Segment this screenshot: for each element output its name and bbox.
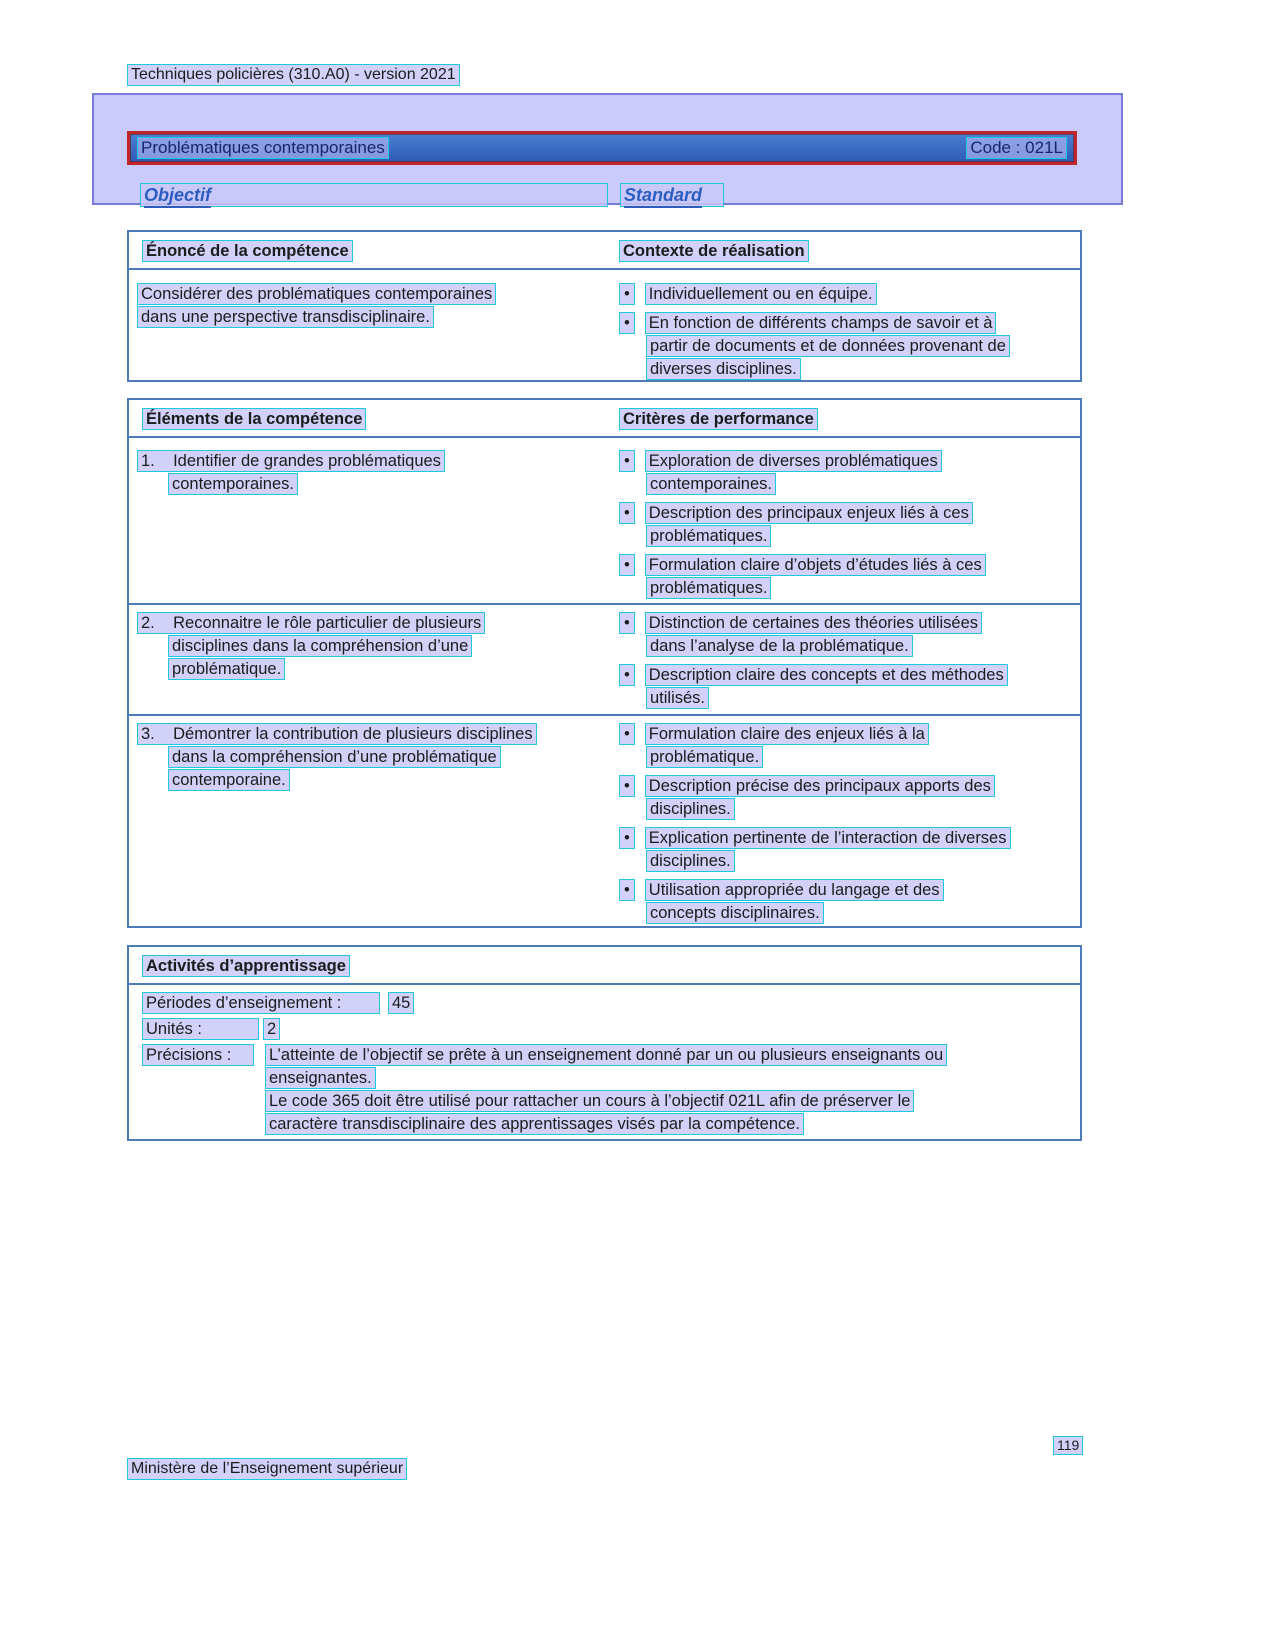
bullet-icon: • bbox=[619, 612, 635, 634]
standard-label: Standard bbox=[624, 185, 702, 208]
bullet-line: En fonction de différents champs de savoir et à bbox=[645, 312, 997, 334]
bullet-line: Individuellement ou en équipe. bbox=[645, 283, 877, 305]
element-cell bbox=[129, 723, 610, 928]
bullet-line: Explication pertinente de l’interaction de diverses bbox=[645, 827, 1011, 849]
doc-header bbox=[127, 64, 460, 86]
element-line: dans la compréhension d’une problématique bbox=[168, 746, 501, 768]
bullet-icon: • bbox=[619, 827, 635, 849]
bullet-line: disciplines. bbox=[646, 850, 735, 872]
bullet-line: diverses disciplines. bbox=[646, 358, 801, 380]
criteria-cell bbox=[610, 612, 1080, 716]
activites-table-header-row bbox=[129, 947, 1080, 985]
bullet-line: Description des principaux enjeux liés à ces bbox=[645, 502, 973, 524]
bullet-line: problématiques. bbox=[646, 525, 771, 547]
unites-value: 2 bbox=[263, 1018, 280, 1040]
header-criteres-label: Critères de performance bbox=[619, 408, 818, 430]
elements-table bbox=[127, 398, 1082, 928]
bullet-line: utilisés. bbox=[646, 687, 709, 709]
objectif-heading bbox=[140, 183, 608, 207]
unites-label: Unités : bbox=[142, 1018, 259, 1040]
element-line: disciplines dans la compréhension d’une bbox=[168, 635, 472, 657]
precisions-text-cell bbox=[265, 1044, 1080, 1136]
bullet-line: problématiques. bbox=[646, 577, 771, 599]
competency-code: Code : 021L bbox=[966, 137, 1067, 159]
header-contexte-label: Contexte de réalisation bbox=[619, 240, 809, 262]
bullet-line: Exploration de diverses problématiques bbox=[645, 450, 942, 472]
context-bullet-item bbox=[619, 312, 1080, 381]
unites-row bbox=[142, 1018, 1080, 1044]
context-cell bbox=[610, 283, 1080, 382]
criteria-bullet-item bbox=[619, 775, 1080, 821]
precisions-line: caractère transdisciplinaire des apprentissages visés par la compétence. bbox=[265, 1113, 804, 1135]
activites-header-label: Activités d’apprentissage bbox=[142, 955, 350, 977]
doc-footer-text: Ministère de l’Enseignement supérieur bbox=[127, 1458, 407, 1480]
header-cell-criteres bbox=[610, 408, 1080, 430]
criteria-bullet-item bbox=[619, 879, 1080, 925]
periodes-row bbox=[142, 992, 1080, 1018]
element-line: problématique. bbox=[168, 658, 285, 680]
objectif-label: Objectif bbox=[144, 185, 211, 208]
header-cell-contexte bbox=[610, 240, 1080, 262]
criteria-bullet-item bbox=[619, 827, 1080, 873]
criteria-bullet-item bbox=[619, 502, 1080, 548]
standard-heading bbox=[620, 183, 724, 207]
criteria-bullet-item bbox=[619, 450, 1080, 496]
enonce-table-body bbox=[129, 270, 1080, 382]
element-line: 1. Identifier de grandes problématiques bbox=[137, 450, 445, 472]
criteria-cell bbox=[610, 450, 1080, 606]
enonce-table-header-row bbox=[129, 232, 1080, 270]
precisions-line: enseignantes. bbox=[265, 1067, 376, 1089]
criteria-bullet-item bbox=[619, 612, 1080, 658]
element-line: contemporaine. bbox=[168, 769, 290, 791]
elements-table-row bbox=[129, 438, 1080, 605]
bullet-line: Formulation claire des enjeux liés à la bbox=[645, 723, 929, 745]
bullet-icon: • bbox=[619, 775, 635, 797]
statement-line: dans une perspective transdisciplinaire. bbox=[137, 306, 434, 328]
statement-cell bbox=[129, 283, 610, 382]
bullet-line: Description précise des principaux apports des bbox=[645, 775, 995, 797]
competency-title: Problématiques contemporaines bbox=[137, 137, 389, 159]
bullet-icon: • bbox=[619, 723, 635, 745]
bullet-icon: • bbox=[619, 879, 635, 901]
header-cell-enonce bbox=[129, 240, 610, 262]
precisions-label: Précisions : bbox=[142, 1044, 254, 1066]
criteria-bullet-item bbox=[619, 664, 1080, 710]
bullet-icon: • bbox=[619, 450, 635, 472]
precisions-line: Le code 365 doit être utilisé pour rattacher un cours à l’objectif 021L afin de préserver le bbox=[265, 1090, 914, 1112]
bullet-line: contemporaines. bbox=[646, 473, 776, 495]
activites-table-body bbox=[129, 985, 1080, 1136]
header-elements-label: Éléments de la compétence bbox=[142, 408, 366, 430]
precisions-row bbox=[142, 1044, 1080, 1136]
elements-table-row bbox=[129, 716, 1080, 928]
element-cell bbox=[129, 450, 610, 606]
element-cell bbox=[129, 612, 610, 716]
header-cell-elements bbox=[129, 408, 610, 430]
bullet-icon: • bbox=[619, 554, 635, 576]
element-line: contemporaines. bbox=[168, 473, 298, 495]
periodes-value: 45 bbox=[388, 992, 414, 1014]
page-number: 119 bbox=[1053, 1436, 1083, 1455]
statement-line: Considérer des problématiques contemporaines bbox=[137, 283, 496, 305]
elements-table-row bbox=[129, 605, 1080, 716]
periodes-label: Périodes d’enseignement : bbox=[142, 992, 380, 1014]
bullet-icon: • bbox=[619, 312, 635, 334]
enonce-table bbox=[127, 230, 1082, 382]
element-line: 2. Reconnaitre le rôle particulier de plusieurs bbox=[137, 612, 485, 634]
bullet-icon: • bbox=[619, 664, 635, 686]
bullet-line: Distinction de certaines des théories utilisées bbox=[645, 612, 982, 634]
bullet-line: partir de documents et de données provenant de bbox=[646, 335, 1010, 357]
elements-table-header-row bbox=[129, 400, 1080, 438]
bullet-line: concepts disciplinaires. bbox=[646, 902, 824, 924]
precisions-label-cell bbox=[142, 1044, 265, 1136]
context-bullet-item bbox=[619, 283, 1080, 306]
header-enonce-label: Énoncé de la compétence bbox=[142, 240, 353, 262]
doc-header-text: Techniques policières (310.A0) - version 2021 bbox=[127, 64, 460, 86]
bullet-icon: • bbox=[619, 283, 635, 305]
bullet-line: disciplines. bbox=[646, 798, 735, 820]
bullet-line: Description claire des concepts et des méthodes bbox=[645, 664, 1008, 686]
bullet-line: problématique. bbox=[646, 746, 763, 768]
bullet-line: dans l’analyse de la problématique. bbox=[646, 635, 913, 657]
doc-footer bbox=[127, 1458, 407, 1480]
criteria-bullet-item bbox=[619, 723, 1080, 769]
criteria-bullet-item bbox=[619, 554, 1080, 600]
element-line: 3. Démontrer la contribution de plusieurs disciplines bbox=[137, 723, 537, 745]
bullet-line: Formulation claire d’objets d’études liés à ces bbox=[645, 554, 986, 576]
competency-banner-region bbox=[92, 93, 1123, 205]
bullet-line: Utilisation appropriée du langage et des bbox=[645, 879, 944, 901]
precisions-line: L’atteinte de l’objectif se prête à un enseignement donné par un ou plusieurs enseignants ou bbox=[265, 1044, 947, 1066]
competency-title-bar bbox=[127, 131, 1077, 165]
bullet-icon: • bbox=[619, 502, 635, 524]
criteria-cell bbox=[610, 723, 1080, 928]
activites-table bbox=[127, 945, 1082, 1141]
